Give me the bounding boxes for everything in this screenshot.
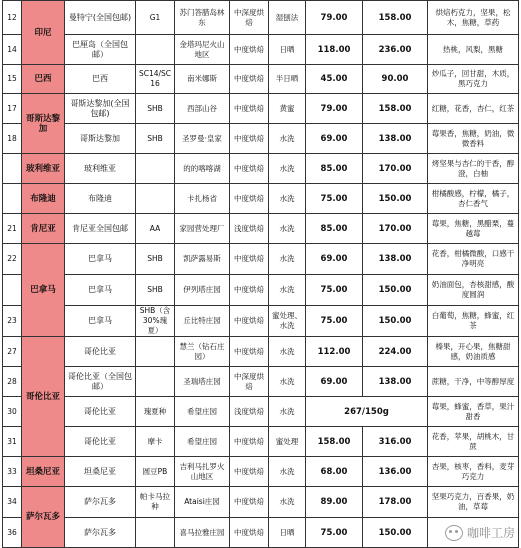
flavor-cell: 莓果，焦糖，黑醋栗，蔓越莓	[428, 214, 519, 244]
origin-cell: 肯尼亚	[22, 214, 65, 244]
process-cell: 水洗	[269, 154, 306, 184]
origin-cell: 印尼	[22, 1, 65, 65]
price-cell-2: 90.00	[363, 65, 428, 94]
farm-cell: 苏门答腊岛林东	[175, 1, 230, 35]
price-cell: 79.00	[306, 1, 363, 35]
bean-name: 哥斯达黎加(全国包邮)	[65, 94, 136, 124]
roast-cell: 中度烘焙	[230, 35, 269, 65]
row-number: 36	[3, 518, 22, 548]
grade-cell	[136, 154, 175, 184]
bean-name: 哥伦比亚	[65, 397, 136, 427]
flavor-cell: 花香，柑橘微酸，口感干净明亮	[428, 244, 519, 275]
farm-cell: 圣罗曼·皇家	[175, 124, 230, 154]
price-cell: 75.00	[306, 184, 363, 214]
price-cell-2: 150.00	[363, 184, 428, 214]
table-row	[3, 367, 519, 397]
bean-name: 布隆迪	[65, 184, 136, 214]
process-cell: 水洗	[269, 244, 306, 275]
row-number: 21	[3, 214, 22, 244]
flavor-cell: 杏果，核枣，香料，麦芽巧克力	[428, 457, 519, 487]
price-cell-2: 236.00	[363, 35, 428, 65]
farm-cell: 的的喀喀湖	[175, 154, 230, 184]
table-row	[3, 154, 519, 184]
table-row	[3, 306, 519, 337]
grade-cell: 圆豆PB	[136, 457, 175, 487]
price-cell-2: 158.00	[363, 1, 428, 35]
origin-cell: 玻利维亚	[22, 154, 65, 184]
price-cell: 267/150g	[306, 397, 428, 427]
table-row	[3, 214, 519, 244]
process-cell: 水洗	[269, 214, 306, 244]
process-cell: 湿刨法	[269, 1, 306, 35]
row-number	[3, 275, 22, 306]
table-row	[3, 65, 519, 94]
bean-name: 萨尔瓦多	[65, 487, 136, 518]
process-cell: 蜜处理	[269, 427, 306, 457]
grade-cell: AA	[136, 214, 175, 244]
row-number: 34	[3, 487, 22, 518]
process-cell: 水洗	[269, 457, 306, 487]
price-cell-2: 158.00	[363, 94, 428, 124]
flavor-cell: 莓果，蜂蜜，香草，果汁甜香	[428, 397, 519, 427]
roast-cell: 浅度烘焙	[230, 397, 269, 427]
watermark	[445, 524, 515, 541]
table-row	[3, 244, 519, 275]
process-cell: 水洗	[269, 397, 306, 427]
farm-cell: 卡扎杨省	[175, 184, 230, 214]
flavor-cell: 蔗糖，干净，中等醇厚度	[428, 367, 519, 397]
roast-cell: 中度烘焙	[230, 457, 269, 487]
origin-cell: 巴西	[22, 65, 65, 94]
grade-cell: SHB	[136, 124, 175, 154]
bean-name: 哥斯达黎加	[65, 124, 136, 154]
watermark-text: 咖啡工房	[466, 526, 515, 540]
grade-cell	[136, 518, 175, 548]
price-cell: 85.00	[306, 214, 363, 244]
table-row	[3, 397, 519, 427]
flavor-cell: 奶油面包，杏核甜感，酸度圆润	[428, 275, 519, 306]
grade-cell: SHB	[136, 94, 175, 124]
bean-name: 玻利维亚	[65, 154, 136, 184]
origin-cell: 哥伦比亚	[22, 337, 65, 457]
flavor-cell: 烤坚果与杏仁的干香，醇澄，白柚	[428, 154, 519, 184]
grade-cell: SHB（含30%瑰夏）	[136, 306, 175, 337]
price-cell: 75.00	[306, 275, 363, 306]
table-row	[3, 1, 519, 35]
price-cell: 69.00	[306, 367, 363, 397]
price-cell: 68.00	[306, 457, 363, 487]
price-cell-2: 316.00	[363, 427, 428, 457]
process-cell: 水洗	[269, 275, 306, 306]
flavor-cell: 柑橘酸感，柠檬，橘子，杏仁香气	[428, 184, 519, 214]
origin-cell: 坦桑尼亚	[22, 457, 65, 487]
price-cell-2: 136.00	[363, 457, 428, 487]
process-cell: 日晒	[269, 518, 306, 548]
flavor-cell: 白葡萄，焦糖，蜂蜜，红茶	[428, 306, 519, 337]
roast-cell: 中度烘焙	[230, 244, 269, 275]
process-cell: 水洗	[269, 367, 306, 397]
roast-cell: 中度烘焙	[230, 154, 269, 184]
farm-cell: 希望庄园	[175, 427, 230, 457]
price-cell: 45.00	[306, 65, 363, 94]
price-cell-2: 170.00	[363, 214, 428, 244]
flavor-cell: 莓果香，焦糖，奶油，微微香料	[428, 124, 519, 154]
flavor-cell: 榛果，开心果，焦糖甜感，奶油质感	[428, 337, 519, 367]
row-number: 22	[3, 244, 22, 275]
roast-cell: 中度烘焙	[230, 337, 269, 367]
price-cell: 75.00	[306, 518, 363, 548]
farm-cell: 喜马拉雅庄园	[175, 518, 230, 548]
table-row	[3, 184, 519, 214]
price-cell: 79.00	[306, 94, 363, 124]
table-row	[3, 457, 519, 487]
process-cell: 水洗	[269, 124, 306, 154]
farm-cell: 南米娜斯	[175, 65, 230, 94]
farm-cell: 慧兰（钻石庄园）	[175, 337, 230, 367]
origin-cell: 巴拿马	[22, 244, 65, 337]
bean-name: 哥伦比亚	[65, 427, 136, 457]
grade-cell: 帕卡马拉种	[136, 487, 175, 518]
table-row	[3, 94, 519, 124]
farm-cell: 家园营处理厂	[175, 214, 230, 244]
farm-cell: 凯萨露易斯	[175, 244, 230, 275]
grade-cell: G1	[136, 1, 175, 35]
process-cell: 日晒	[269, 35, 306, 65]
flavor-cell: 坚果巧克力，百香果，奶油，草莓	[428, 487, 519, 518]
flavor-cell: 红糖，花香，杏仁，红茶	[428, 94, 519, 124]
bean-name: 哥伦比亚（全国包邮）	[65, 367, 136, 397]
farm-cell: 伊列塔庄园	[175, 275, 230, 306]
roast-cell: 中度烘焙	[230, 94, 269, 124]
grade-cell	[136, 35, 175, 65]
bean-name: 哥伦比亚	[65, 337, 136, 367]
price-cell-2: 170.00	[363, 154, 428, 184]
farm-cell: 金塔玛尼火山地区	[175, 35, 230, 65]
table-row	[3, 124, 519, 154]
row-number: 31	[3, 427, 22, 457]
roast-cell: 中度烘焙	[230, 275, 269, 306]
price-cell: 89.00	[306, 487, 363, 518]
process-cell: 水洗	[269, 337, 306, 367]
grade-cell: 摩卡	[136, 427, 175, 457]
price-cell-2: 150.00	[363, 518, 428, 548]
roast-cell: 中深度烘焙	[230, 1, 269, 35]
flavor-cell: 炒瓜子，回甘甜，木质，黑巧克力	[428, 65, 519, 94]
farm-cell: 吉利马扎罗火山地区	[175, 457, 230, 487]
row-number: 18	[3, 124, 22, 154]
farm-cell: 希望庄园	[175, 397, 230, 427]
row-number: 15	[3, 65, 22, 94]
price-cell: 75.00	[306, 306, 363, 337]
grade-cell: SC14/SC16	[136, 65, 175, 94]
roast-cell: 中度烘焙	[230, 65, 269, 94]
price-cell: 69.00	[306, 244, 363, 275]
farm-cell: 西部山谷	[175, 94, 230, 124]
origin-cell: 哥斯达黎加	[22, 94, 65, 154]
grade-cell: SHB	[136, 244, 175, 275]
bean-name: 坦桑尼亚	[65, 457, 136, 487]
bean-name: 肯尼亚全国包邮	[65, 214, 136, 244]
price-cell: 158.00	[306, 427, 363, 457]
row-number: 17	[3, 94, 22, 124]
price-cell-2: 138.00	[363, 244, 428, 275]
price-cell-2: 224.00	[363, 337, 428, 367]
wechat-icon	[445, 525, 463, 541]
roast-cell: 中度烘焙	[230, 487, 269, 518]
roast-cell: 中度烘焙	[230, 124, 269, 154]
roast-cell: 中度烘焙	[230, 518, 269, 548]
row-number: 27	[3, 337, 22, 367]
price-cell-2: 178.00	[363, 487, 428, 518]
bean-name: 巴西	[65, 65, 136, 94]
price-cell-2: 150.00	[363, 306, 428, 337]
bean-name: 萨尔瓦多	[65, 518, 136, 548]
roast-cell: 中度烘焙	[230, 184, 269, 214]
origin-cell: 萨尔瓦多	[22, 487, 65, 548]
origin-cell: 布隆迪	[22, 184, 65, 214]
grade-cell	[136, 337, 175, 367]
bean-name: 曼特宁(全国包邮)	[65, 1, 136, 35]
roast-cell: 中深度烘焙	[230, 367, 269, 397]
grade-cell: SHB	[136, 275, 175, 306]
grade-cell: 瑰夏种	[136, 397, 175, 427]
table-row	[3, 337, 519, 367]
row-number: 33	[3, 457, 22, 487]
row-number: 30	[3, 397, 22, 427]
bean-name: 巴拿马	[65, 244, 136, 275]
process-cell: 水洗	[269, 487, 306, 518]
price-cell: 85.00	[306, 154, 363, 184]
price-cell-2: 138.00	[363, 367, 428, 397]
table-row	[3, 487, 519, 518]
price-cell: 112.00	[306, 337, 363, 367]
coffee-price-table	[2, 0, 519, 548]
row-number: 23	[3, 306, 22, 337]
farm-cell: Ataisi庄园	[175, 487, 230, 518]
price-cell: 69.00	[306, 124, 363, 154]
row-number: 14	[3, 35, 22, 65]
bean-name: 巴厘岛（全国包邮）	[65, 35, 136, 65]
flavor-cell: 花香，苹果，胡桃木，甘蔗	[428, 427, 519, 457]
grade-cell	[136, 184, 175, 214]
farm-cell: 丘比特庄园	[175, 306, 230, 337]
row-number	[3, 154, 22, 184]
table-row	[3, 275, 519, 306]
price-cell: 118.00	[306, 35, 363, 65]
process-cell: 蜜处理、水洗	[269, 306, 306, 337]
table-row	[3, 427, 519, 457]
flavor-cell: 烘焙朽克力，坚果，松木，焦糖，草药	[428, 1, 519, 35]
row-number: 12	[3, 1, 22, 35]
bean-name: 巴拿马	[65, 275, 136, 306]
table-row	[3, 35, 519, 65]
grade-cell	[136, 367, 175, 397]
roast-cell: 浅度烘焙	[230, 214, 269, 244]
process-cell: 水洗	[269, 184, 306, 214]
bean-name: 巴拿马	[65, 306, 136, 337]
roast-cell: 中度烘焙	[230, 427, 269, 457]
flavor-cell: 热桃，风梨，黑糖	[428, 35, 519, 65]
farm-cell: 圣瑞塔庄园	[175, 367, 230, 397]
process-cell: 黄蜜	[269, 94, 306, 124]
table-row	[3, 518, 519, 548]
process-cell: 半日晒	[269, 65, 306, 94]
price-cell-2: 138.00	[363, 124, 428, 154]
row-number	[3, 184, 22, 214]
roast-cell: 中度烘焙	[230, 306, 269, 337]
row-number: 28	[3, 367, 22, 397]
price-cell-2: 150.00	[363, 275, 428, 306]
